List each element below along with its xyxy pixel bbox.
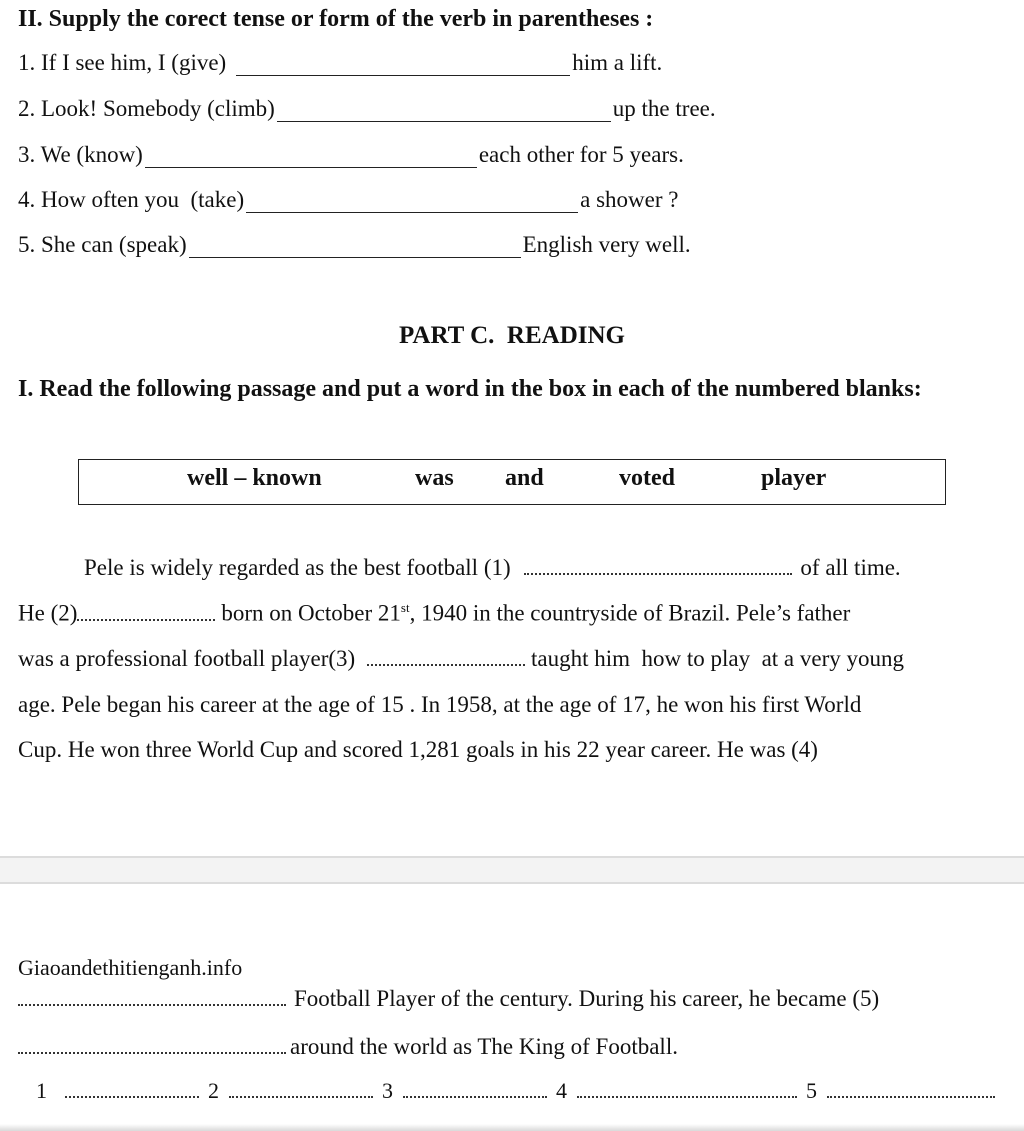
word-box-item: player [761, 465, 827, 491]
question-2-after: up the tree. [612, 96, 716, 121]
part-c-title: PART C. READING [399, 322, 625, 349]
question-3-after: each other for 5 years. [478, 142, 684, 167]
answer-row [36, 1078, 995, 1104]
question-4-text: 4. How often you (take) [18, 187, 245, 212]
answer-blank[interactable] [827, 1082, 995, 1098]
passage-text: taught him how to play at a very young [530, 646, 905, 671]
answer-number: 1 [36, 1078, 47, 1103]
passage-line-7 [18, 1034, 678, 1060]
page-break-divider [0, 856, 1024, 884]
blank-1[interactable] [524, 556, 792, 575]
superscript-st: st [400, 600, 410, 615]
passage-text: born on October 21 [221, 600, 401, 626]
cropped-edge [0, 1124, 1024, 1131]
site-watermark: Giaoandethitienganh.info [18, 955, 243, 980]
word-box-item: well – known [187, 465, 322, 491]
question-1-blank[interactable] [236, 55, 570, 76]
question-3-blank[interactable] [145, 147, 477, 168]
question-3-text: 3. We (know) [18, 142, 143, 167]
answer-number: 3 [382, 1078, 393, 1103]
question-5-after: English very well. [522, 232, 691, 257]
passage-line-3 [18, 646, 904, 672]
passage-line-1 [84, 555, 901, 581]
question-2 [18, 96, 716, 122]
word-box [78, 459, 946, 505]
passage-line-2 [18, 600, 850, 627]
answer-number: 2 [208, 1078, 219, 1103]
question-4-after: a shower ? [580, 187, 679, 212]
passage-text: Pele is widely regarded as the best football (1) [84, 555, 511, 580]
passage-line-6 [18, 986, 879, 1012]
blank-4-continued[interactable] [18, 987, 286, 1006]
answer-blank[interactable] [65, 1082, 199, 1098]
question-1 [18, 50, 662, 76]
blank-5-continued[interactable] [18, 1035, 286, 1054]
blank-2[interactable] [77, 602, 215, 621]
question-2-text: 2. Look! Somebody (climb) [18, 96, 275, 121]
question-5-blank[interactable] [189, 237, 521, 258]
answer-blank[interactable] [403, 1082, 547, 1098]
question-1-text: 1. If I see him, I (give) [18, 50, 227, 75]
answer-blank[interactable] [229, 1082, 373, 1098]
passage-text: was a professional football player(3) [18, 646, 356, 671]
question-5-text: 5. She can (speak) [18, 232, 187, 257]
question-5 [18, 232, 691, 258]
word-box-item: was [415, 465, 454, 491]
question-3 [18, 142, 684, 168]
reading-instruction: I. Read the following passage and put a word in the box in each of the numbered blanks: [18, 376, 922, 402]
answer-number: 4 [556, 1078, 567, 1103]
answer-number: 5 [806, 1078, 817, 1103]
word-box-item: voted [619, 465, 675, 491]
passage-line-4: age. Pele began his career at the age of 15 . In 1958, at the age of 17, he won his first World [18, 692, 862, 717]
passage-line-5: Cup. He won three World Cup and scored 1,281 goals in his 22 year career. He was (4) [18, 737, 818, 762]
passage-text: , 1940 in the countryside of Brazil. Pele’s father [409, 600, 851, 626]
passage-text: Football Player of the century. During his career, he became (5) [294, 986, 880, 1011]
question-4-blank[interactable] [246, 192, 578, 213]
question-2-blank[interactable] [277, 101, 611, 122]
blank-3[interactable] [367, 647, 525, 666]
question-1-after: him a lift. [572, 50, 663, 75]
answer-blank[interactable] [577, 1082, 797, 1098]
passage-text: of all time. [800, 555, 901, 580]
passage-text: He (2) [18, 600, 78, 626]
passage-text: around the world as The King of Football. [290, 1034, 678, 1059]
section-ii-heading: II. Supply the corect tense or form of the verb in parentheses : [18, 6, 654, 32]
word-box-item: and [505, 465, 544, 491]
question-4 [18, 187, 678, 213]
